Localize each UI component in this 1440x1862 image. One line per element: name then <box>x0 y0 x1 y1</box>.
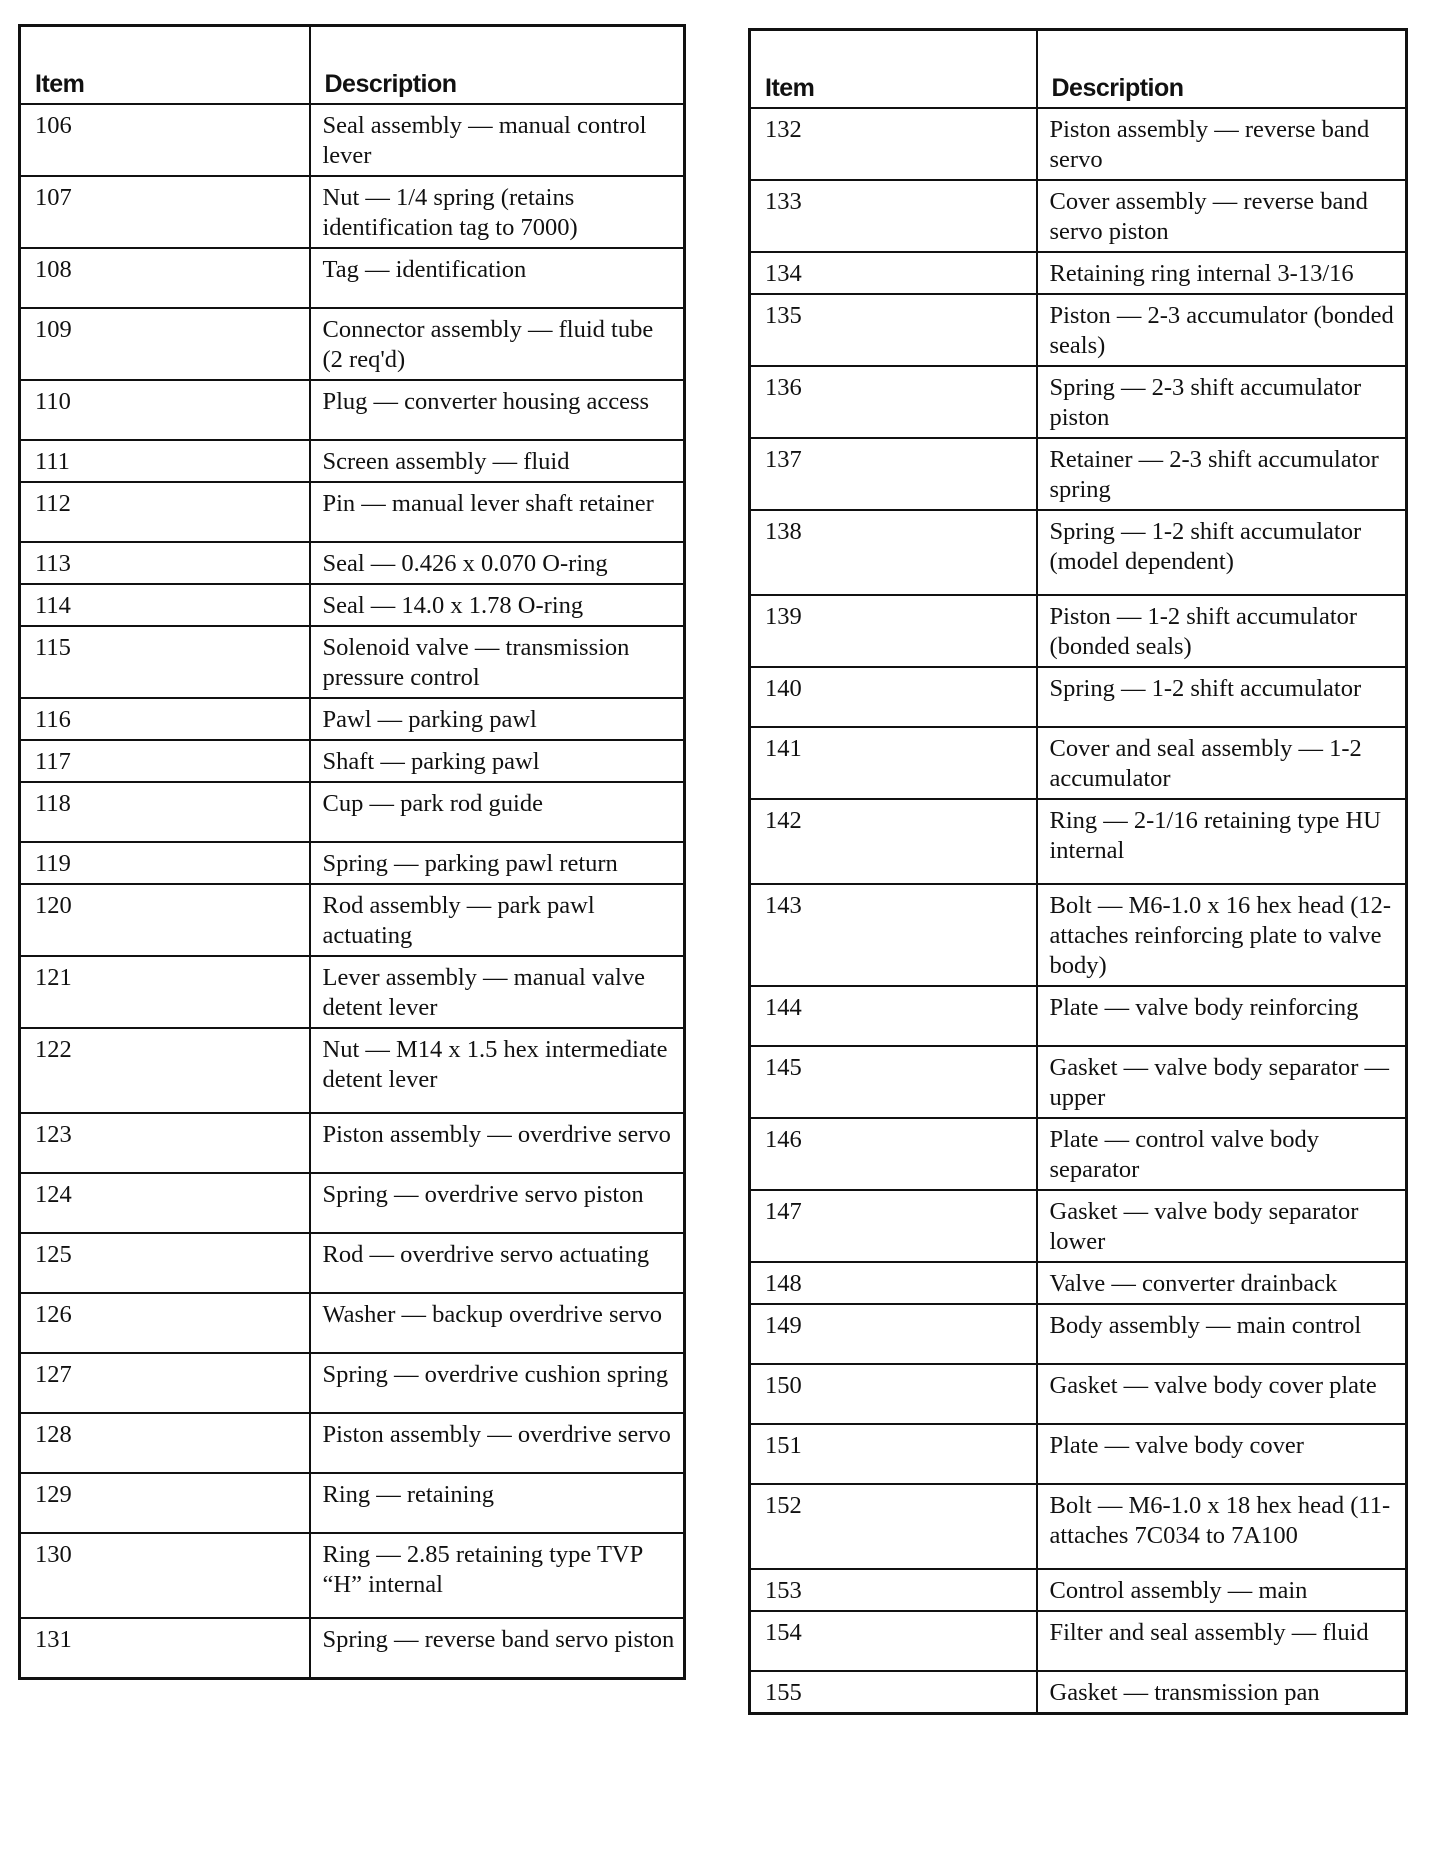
item-description: Lever assembly — manual valve detent lever <box>310 956 685 1028</box>
item-description: Retainer — 2-3 shift accumulator spring <box>1037 438 1407 510</box>
table-row <box>20 1113 685 1173</box>
column-header-item: Item <box>750 30 1037 109</box>
table-body <box>20 104 685 1678</box>
header-row <box>20 26 685 105</box>
table-row <box>20 698 685 740</box>
item-number: 120 <box>20 884 310 956</box>
table-row <box>750 727 1407 799</box>
parts-table-right <box>748 28 1408 1715</box>
item-number: 135 <box>750 294 1037 366</box>
table-row <box>750 884 1407 986</box>
item-number: 155 <box>750 1671 1037 1714</box>
table-row <box>20 1413 685 1473</box>
item-number: 132 <box>750 108 1037 180</box>
item-description: Spring — overdrive servo piston <box>310 1173 685 1233</box>
item-number: 111 <box>20 440 310 482</box>
table-row <box>20 176 685 248</box>
item-description: Ring — 2.85 retaining type TVP “H” internal <box>310 1533 685 1618</box>
table-row <box>20 542 685 584</box>
table-row <box>750 1118 1407 1190</box>
parts-table-left <box>18 24 686 1680</box>
item-number: 112 <box>20 482 310 542</box>
item-number: 122 <box>20 1028 310 1113</box>
item-number: 118 <box>20 782 310 842</box>
table-row <box>750 108 1407 180</box>
table-row <box>750 1304 1407 1364</box>
table-row <box>750 180 1407 252</box>
table-row <box>20 584 685 626</box>
item-description: Washer — backup overdrive servo <box>310 1293 685 1353</box>
item-description: Plug — converter housing access <box>310 380 685 440</box>
item-description: Piston assembly — overdrive servo <box>310 1113 685 1173</box>
item-description: Seal — 0.426 x 0.070 O-ring <box>310 542 685 584</box>
item-number: 148 <box>750 1262 1037 1304</box>
item-description: Plate — control valve body separator <box>1037 1118 1407 1190</box>
item-description: Shaft — parking pawl <box>310 740 685 782</box>
item-description: Solenoid valve — transmission pressure control <box>310 626 685 698</box>
item-description: Piston — 2-3 accumulator (bonded seals) <box>1037 294 1407 366</box>
item-number: 107 <box>20 176 310 248</box>
item-number: 113 <box>20 542 310 584</box>
item-description: Rod assembly — park pawl actuating <box>310 884 685 956</box>
item-description: Pawl — parking pawl <box>310 698 685 740</box>
item-number: 142 <box>750 799 1037 884</box>
table-row <box>20 1028 685 1113</box>
item-description: Spring — 1-2 shift accumulator <box>1037 667 1407 727</box>
item-description: Pin — manual lever shaft retainer <box>310 482 685 542</box>
table-row <box>20 440 685 482</box>
table-row <box>750 986 1407 1046</box>
table-row <box>750 438 1407 510</box>
item-number: 136 <box>750 366 1037 438</box>
item-number: 130 <box>20 1533 310 1618</box>
header-row <box>750 30 1407 109</box>
item-description: Spring — 2-3 shift accumulator piston <box>1037 366 1407 438</box>
item-number: 109 <box>20 308 310 380</box>
item-description: Tag — identification <box>310 248 685 308</box>
item-number: 153 <box>750 1569 1037 1611</box>
item-description: Spring — reverse band servo piston <box>310 1618 685 1678</box>
item-description: Plate — valve body cover <box>1037 1424 1407 1484</box>
item-number: 117 <box>20 740 310 782</box>
item-description: Valve — converter drainback <box>1037 1262 1407 1304</box>
table-row <box>750 510 1407 595</box>
table-row <box>20 104 685 176</box>
item-number: 143 <box>750 884 1037 986</box>
item-description: Piston assembly — reverse band servo <box>1037 108 1407 180</box>
item-number: 146 <box>750 1118 1037 1190</box>
table-row <box>20 782 685 842</box>
item-description: Plate — valve body reinforcing <box>1037 986 1407 1046</box>
column-header-item: Item <box>20 26 310 105</box>
table-row <box>750 252 1407 294</box>
table-row <box>750 1262 1407 1304</box>
item-number: 123 <box>20 1113 310 1173</box>
table-row <box>750 1364 1407 1424</box>
item-description: Gasket — valve body separator — upper <box>1037 1046 1407 1118</box>
item-description: Seal assembly — manual control lever <box>310 104 685 176</box>
item-number: 108 <box>20 248 310 308</box>
item-number: 151 <box>750 1424 1037 1484</box>
item-description: Spring — overdrive cushion spring <box>310 1353 685 1413</box>
item-number: 147 <box>750 1190 1037 1262</box>
table-row <box>750 667 1407 727</box>
table-row <box>20 1353 685 1413</box>
table-row <box>20 956 685 1028</box>
item-number: 149 <box>750 1304 1037 1364</box>
item-description: Control assembly — main <box>1037 1569 1407 1611</box>
item-number: 125 <box>20 1233 310 1293</box>
item-description: Cup — park rod guide <box>310 782 685 842</box>
item-description: Ring — 2-1/16 retaining type HU internal <box>1037 799 1407 884</box>
item-number: 145 <box>750 1046 1037 1118</box>
table-row <box>20 1293 685 1353</box>
item-number: 154 <box>750 1611 1037 1671</box>
item-number: 126 <box>20 1293 310 1353</box>
table-row <box>20 482 685 542</box>
item-description: Piston assembly — overdrive servo <box>310 1413 685 1473</box>
item-description: Spring — 1-2 shift accumulator (model dependent) <box>1037 510 1407 595</box>
table-row <box>750 799 1407 884</box>
table-row <box>20 1533 685 1618</box>
item-number: 139 <box>750 595 1037 667</box>
table-row <box>20 740 685 782</box>
table-row <box>750 1484 1407 1569</box>
item-description: Filter and seal assembly — fluid <box>1037 1611 1407 1671</box>
item-number: 127 <box>20 1353 310 1413</box>
table-row <box>20 1618 685 1678</box>
item-number: 140 <box>750 667 1037 727</box>
table-row <box>20 308 685 380</box>
item-number: 144 <box>750 986 1037 1046</box>
table-row <box>750 1611 1407 1671</box>
item-description: Nut — 1/4 spring (retains identification tag to 7000) <box>310 176 685 248</box>
item-number: 138 <box>750 510 1037 595</box>
item-number: 131 <box>20 1618 310 1678</box>
item-number: 133 <box>750 180 1037 252</box>
table-row <box>750 1046 1407 1118</box>
table-row <box>20 380 685 440</box>
item-description: Bolt — M6-1.0 x 18 hex head (11-attaches 7C034 to 7A100 <box>1037 1484 1407 1569</box>
item-number: 141 <box>750 727 1037 799</box>
table-row <box>750 366 1407 438</box>
item-description: Piston — 1-2 shift accumulator (bonded seals) <box>1037 595 1407 667</box>
item-number: 106 <box>20 104 310 176</box>
item-number: 115 <box>20 626 310 698</box>
item-number: 152 <box>750 1484 1037 1569</box>
item-number: 134 <box>750 252 1037 294</box>
item-description: Seal — 14.0 x 1.78 O-ring <box>310 584 685 626</box>
item-description: Cover and seal assembly — 1-2 accumulator <box>1037 727 1407 799</box>
table-row <box>20 626 685 698</box>
item-description: Retaining ring internal 3-13/16 <box>1037 252 1407 294</box>
item-number: 110 <box>20 380 310 440</box>
item-number: 128 <box>20 1413 310 1473</box>
table-row <box>20 1173 685 1233</box>
item-number: 150 <box>750 1364 1037 1424</box>
column-header-description: Description <box>310 26 685 105</box>
item-description: Gasket — valve body separator lower <box>1037 1190 1407 1262</box>
item-description: Gasket — valve body cover plate <box>1037 1364 1407 1424</box>
item-description: Connector assembly — fluid tube (2 req'd) <box>310 308 685 380</box>
item-description: Rod — overdrive servo actuating <box>310 1233 685 1293</box>
table-row <box>750 595 1407 667</box>
table-row <box>750 1569 1407 1611</box>
item-description: Nut — M14 x 1.5 hex intermediate detent lever <box>310 1028 685 1113</box>
item-description: Bolt — M6-1.0 x 16 hex head (12-attaches reinforcing plate to valve body) <box>1037 884 1407 986</box>
item-number: 119 <box>20 842 310 884</box>
table-body <box>750 108 1407 1714</box>
column-header-description: Description <box>1037 30 1407 109</box>
item-number: 121 <box>20 956 310 1028</box>
item-description: Cover assembly — reverse band servo piston <box>1037 180 1407 252</box>
item-description: Gasket — transmission pan <box>1037 1671 1407 1714</box>
item-description: Ring — retaining <box>310 1473 685 1533</box>
item-description: Body assembly — main control <box>1037 1304 1407 1364</box>
item-number: 124 <box>20 1173 310 1233</box>
item-number: 114 <box>20 584 310 626</box>
item-number: 129 <box>20 1473 310 1533</box>
table-row <box>750 294 1407 366</box>
table-row <box>20 248 685 308</box>
table-row <box>750 1671 1407 1714</box>
table-row <box>750 1190 1407 1262</box>
table-row <box>750 1424 1407 1484</box>
item-description: Screen assembly — fluid <box>310 440 685 482</box>
table-row <box>20 842 685 884</box>
table-row <box>20 1473 685 1533</box>
item-description: Spring — parking pawl return <box>310 842 685 884</box>
item-number: 116 <box>20 698 310 740</box>
item-number: 137 <box>750 438 1037 510</box>
table-row <box>20 884 685 956</box>
table-row <box>20 1233 685 1293</box>
